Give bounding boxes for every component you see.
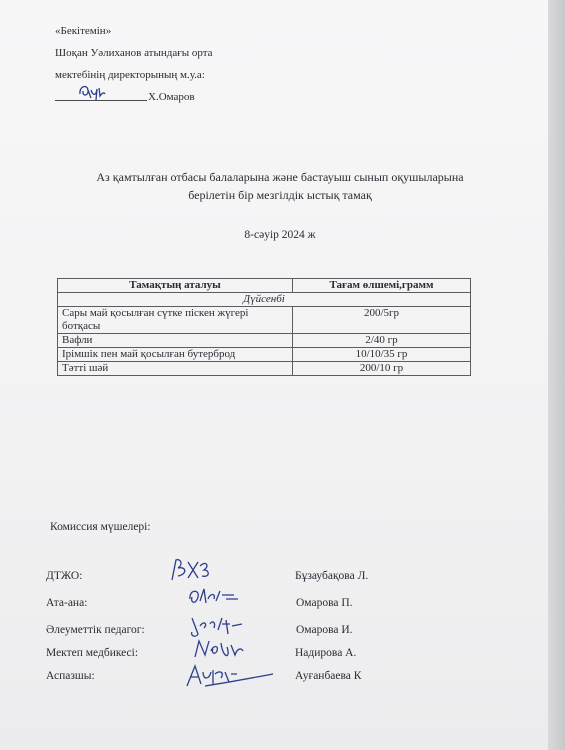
title-line-1: Аз қамтылған отбасы балаларына және бастауыш сынып оқушыларына — [96, 170, 464, 184]
dish-portion: 200/10 гр — [293, 362, 471, 376]
member-name: Омарова П. — [296, 597, 353, 609]
dish-portion: 2/40 гр — [293, 334, 471, 348]
member-signature-mark — [181, 662, 276, 692]
approval-block — [55, 20, 213, 108]
member-name: Ауғанбаева К — [295, 670, 362, 682]
header-portion: Тағам өлшемі,грамм — [293, 279, 471, 293]
table-row — [58, 334, 471, 348]
member-signature-mark — [186, 585, 241, 611]
director-signature-row — [55, 86, 213, 108]
table-row — [58, 362, 471, 376]
member-signature-mark — [191, 635, 246, 663]
dish-name: Вафли — [58, 334, 293, 348]
member-name: Надирова А. — [295, 647, 357, 659]
commission-member — [46, 624, 506, 644]
title-line-2: берілетін бір мезгілдік ыстық тамақ — [188, 188, 372, 202]
commission-heading: Комиссия мүшелері: — [50, 521, 151, 533]
table-header-row — [58, 279, 471, 293]
approval-school: Шоқан Уәлиханов атындағы орта — [55, 47, 213, 59]
member-role: Әлеуметтік педагог: — [46, 624, 145, 636]
director-signature-mark — [77, 80, 107, 102]
commission-member — [46, 670, 506, 690]
member-role: Мектеп медбикесі: — [46, 647, 139, 659]
commission-member — [46, 570, 506, 590]
day-label: Дүйсенбі — [58, 293, 471, 307]
dish-portion: 10/10/35 гр — [293, 348, 471, 362]
dish-name: Ірімшік пен май қосылған бутерброд — [58, 348, 293, 362]
table-day-row — [58, 293, 471, 307]
page-edge-shadow — [548, 0, 565, 750]
director-name: Х.Омаров — [148, 91, 195, 103]
member-role: Аспазшы: — [46, 670, 95, 682]
menu-table — [57, 278, 471, 376]
commission-member — [46, 647, 506, 667]
table-row — [58, 307, 471, 334]
document-title — [20, 168, 540, 204]
table-row — [58, 348, 471, 362]
member-name: Бұзаубақова Л. — [295, 570, 369, 582]
approval-heading: «Бекітемін» — [55, 25, 112, 37]
member-role: Ата-ана: — [46, 597, 88, 609]
document-date: 8-сәуір 2024 ж — [244, 229, 316, 241]
dish-portion: 200/5гр — [293, 307, 471, 334]
commission-member — [46, 597, 506, 617]
member-role: ДТЖО: — [46, 570, 83, 582]
member-name: Омарова И. — [296, 624, 353, 636]
header-dish: Тамақтың аталуы — [58, 279, 293, 293]
dish-name: Сары май қосылған сүтке піскен жүгері ботқасы — [58, 307, 293, 334]
member-signature-mark — [166, 556, 216, 586]
dish-name: Тәтті шәй — [58, 362, 293, 376]
approval-position: мектебінің директорының м.у.а: — [55, 69, 205, 81]
